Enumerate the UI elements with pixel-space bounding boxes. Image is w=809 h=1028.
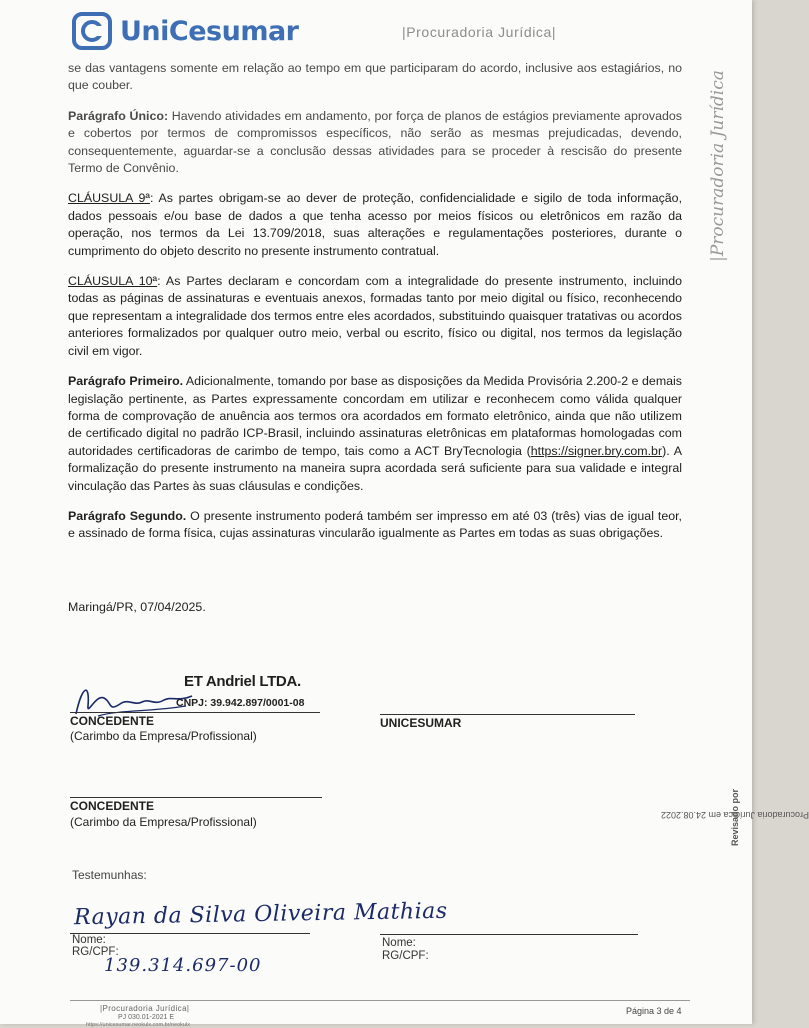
paragraph-segundo [68, 508, 682, 543]
page-number: Página 3 de 4 [626, 1006, 682, 1016]
unicesumar-signature-line [380, 714, 635, 715]
clause-10 [68, 273, 682, 360]
paragraph-primeiro-label: Parágrafo Primeiro. [68, 374, 184, 389]
witness1-name-label: Nome: [72, 934, 106, 946]
side-review-detail: Procuradoria Jurídica em 24.08.2022 [660, 810, 809, 820]
side-review-note [660, 690, 809, 940]
footer-document-code: PJ 030.01-2021 E [118, 1014, 175, 1021]
signing-date: Maringá/PR, 07/04/2025. [68, 600, 206, 614]
witness1-handwritten-cpf: 139.314.697-00 [104, 955, 262, 976]
footer-url: https://unicesumar.neokulx.com.br/neokulx [86, 1022, 190, 1028]
paragraph-unico-label: Parágrafo Único: [68, 108, 169, 123]
witness1-signature-line [70, 933, 310, 934]
brand-logo [72, 12, 299, 50]
side-review-text [660, 784, 809, 847]
concedente-signature-line [70, 712, 320, 713]
footer-divider [70, 1000, 690, 1001]
concedente2-label: CONCEDENTE [70, 799, 155, 813]
company-stamp-name: ET Andriel LTDA. [184, 673, 301, 690]
witness2-name-label: Nome: [382, 937, 416, 949]
side-department-stamp [700, 56, 736, 276]
clause-10-label: CLÁUSULA 10ª [68, 274, 158, 289]
page-header [72, 8, 692, 58]
header-department: |Procuradoria Jurídica| [402, 24, 557, 40]
clause-9-label: CLÁUSULA 9ª [68, 191, 150, 206]
brand-name: UniCesumar [120, 15, 299, 47]
witness1-handwritten-name: Rayan da Silva Oliveira Mathias [73, 898, 448, 931]
clause-9-text: : As partes obrigam-se ao dever de proteção, confidencialidade e sigilo de toda informação, dados pessoais e/ou base de dados a que tenha acesso por meios físicos ou eletrônicos em razão da operação, nos termos da Lei 13.709/2018, suas alterações e regulamentações posteriores, durante o cumprimento do objeto descrito no presente instrumento contratual. [68, 191, 683, 258]
witness1-rg-label: RG/CPF: [72, 946, 119, 958]
paragraph-unico [68, 108, 682, 178]
paragraph-segundo-text: O presente instrumento poderá também ser impresso em até 03 (três) vias de igual teor, e assinado de forma física, cujas assinaturas vincularão igualmente as Partes em todas as suas obrigações. [68, 508, 682, 541]
contract-body [68, 60, 682, 556]
concedente-label: CONCEDENTE [70, 714, 155, 728]
concedente2-sub-label: (Carimbo da Empresa/Profissional) [70, 815, 257, 829]
witness2-rg-label: RG/CPF: [382, 950, 429, 962]
witness2-signature-line [380, 934, 638, 935]
paragraph-unico-text: Havendo atividades em andamento, por força de planos de estágios previamente aprovados e cobertos por termos de compromissos específicos, não serão as mesmas prejudicadas, devendo, consequentemente, aguardar-se a conclusão dessas atividades para se proceder à rescisão do presente Termo de Convênio. [68, 108, 682, 176]
clause-9 [68, 190, 682, 260]
concedente-sub-label: (Carimbo da Empresa/Profissional) [70, 729, 257, 743]
company-stamp-cnpj: CNPJ: 39.942.897/0001-08 [176, 697, 305, 709]
side-stamp-text: |Procuradoria Jurídica [708, 70, 728, 262]
bry-signer-link[interactable]: https://signer.bry.com.br [530, 443, 663, 458]
unicesumar-logo-icon [72, 12, 116, 50]
witnesses-title: Testemunhas: [72, 868, 147, 882]
paragraph-continuation: se das vantagens somente em relação ao tempo em que participaram do acordo, inclusive aos estagiários, no que couber. [68, 61, 682, 93]
concedente2-signature-line [70, 797, 322, 798]
unicesumar-label: UNICESUMAR [380, 716, 462, 730]
paragraph-primeiro-text-b: ). A formalização do presente instrumento na maneira supra acordada será suficiente para sua validade e integral vinculação das Partes às suas cláusulas e condições. [68, 443, 683, 493]
paragraph-primeiro [68, 373, 682, 495]
clause-10-text: : As Partes declaram e concordam com a integralidade do presente instrumento, incluindo todas as páginas de assinaturas e eventuais anexos, formadas tanto por meio digital ou físico, reconhecendo que representam a integralidade dos termos entre eles acordados, substituindo quaisquer tratativas ou acordos anteriores formalizados por qualquer outro meio, verbal ou escrito, físico ou digital, nos termos da legislação civil em vigor. [68, 274, 683, 358]
footer-department: |Procuradoria Jurídica| [100, 1004, 190, 1013]
side-review-prefix: Revisado por [730, 789, 740, 847]
paragraph-primeiro-text-a: Adicionalmente, tomando por base as disposições da Medida Provisória 2.200-2 e demais legislação pertinente, as Partes expressamente concordam em utilizar e reconhecem como válida qualquer forma de comprovação de anuência aos termos ora acordados em formato eletrônico, ainda que não utilizem de certificado digital no padrão ICP-Brasil, incluindo assinaturas eletrônicas em plataformas homologadas com autoridades certificadoras de carimbo de tempo, tais como a ACT BryTecnologia ( [68, 374, 682, 458]
paragraph-segundo-label: Parágrafo Segundo. [68, 508, 187, 523]
